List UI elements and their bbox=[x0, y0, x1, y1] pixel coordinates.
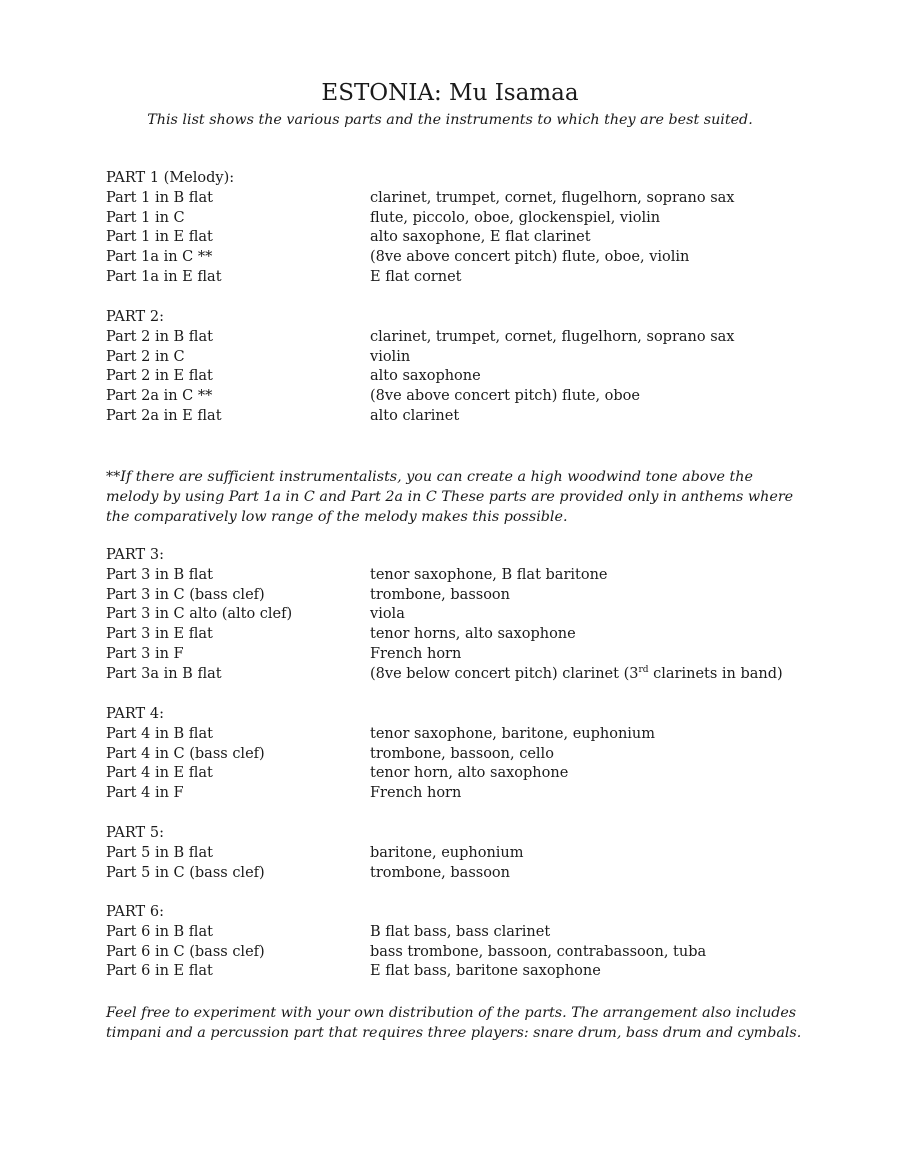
part-name: Part 1a in E flat bbox=[106, 268, 222, 285]
part6-heading: PART 6: bbox=[106, 904, 164, 920]
part-row bbox=[106, 962, 806, 982]
part-name: Part 2 in E flat bbox=[106, 368, 213, 385]
document-subtitle: This list shows the various parts and the instruments to which they are best suited. bbox=[147, 112, 753, 128]
document-title: ESTONIA: Mu Isamaa bbox=[321, 80, 579, 106]
part-instruments: clarinet, trumpet, cornet, flugelhorn, soprano sax bbox=[370, 189, 735, 206]
part-instruments: trombone, bassoon bbox=[370, 586, 510, 603]
part-row bbox=[106, 586, 806, 606]
part-row bbox=[106, 348, 806, 368]
part-row bbox=[106, 189, 806, 209]
part-row bbox=[106, 625, 806, 645]
part-name: Part 3 in B flat bbox=[106, 566, 213, 583]
part-name: Part 3 in E flat bbox=[106, 626, 213, 643]
part-name: Part 4 in C (bass clef) bbox=[106, 745, 265, 762]
part-row bbox=[106, 943, 806, 963]
part-instruments: violin bbox=[370, 348, 411, 365]
part-name: Part 1 in B flat bbox=[106, 189, 213, 206]
part-name: Part 5 in B flat bbox=[106, 844, 213, 861]
part-name: Part 4 in F bbox=[106, 785, 184, 802]
part3-heading: PART 3: bbox=[106, 547, 164, 563]
part-name: Part 2a in E flat bbox=[106, 407, 222, 424]
part3-section bbox=[106, 546, 806, 685]
part-name: Part 1 in C bbox=[106, 209, 185, 226]
part-row bbox=[106, 566, 806, 586]
part-instruments: (8ve above concert pitch) flute, oboe, violin bbox=[370, 249, 690, 266]
part-instruments: trombone, bassoon bbox=[370, 864, 510, 881]
part-instruments: tenor saxophone, baritone, euphonium bbox=[370, 725, 656, 742]
part-row bbox=[106, 745, 806, 765]
part-row bbox=[106, 764, 806, 784]
part-instruments: viola bbox=[370, 606, 405, 623]
part-name: Part 3a in B flat bbox=[106, 665, 222, 682]
part-instruments: B flat bass, bass clarinet bbox=[370, 923, 551, 940]
part-name: Part 6 in C (bass clef) bbox=[106, 943, 265, 960]
instruments-text: (8ve below concert pitch) clarinet (3 bbox=[370, 665, 639, 682]
part-row bbox=[106, 268, 806, 288]
part4-heading: PART 4: bbox=[106, 706, 164, 722]
part-instruments: baritone, euphonium bbox=[370, 844, 524, 861]
part-row bbox=[106, 645, 806, 665]
part-instruments: bass trombone, bassoon, contrabassoon, tuba bbox=[370, 943, 707, 960]
part-name: Part 2 in B flat bbox=[106, 328, 213, 345]
part-name: Part 5 in C (bass clef) bbox=[106, 864, 265, 881]
part-name: Part 3 in C alto (alto clef) bbox=[106, 606, 293, 623]
part-instruments: French horn bbox=[370, 645, 462, 662]
part-instruments: flute, piccolo, oboe, glockenspiel, violin bbox=[370, 209, 661, 226]
closing-note: Feel free to experiment with your own distribution of the parts. The arrangement also includes timpani and a percussion part that requires three players: snare drum, bass drum and cymbals. bbox=[106, 1005, 802, 1041]
part-row bbox=[106, 228, 806, 248]
part1-heading: PART 1 (Melody): bbox=[106, 170, 235, 186]
part-name: Part 2a in C ** bbox=[106, 388, 213, 405]
part-row bbox=[106, 387, 806, 407]
woodwind-footnote: **If there are sufficient instrumentalists, you can create a high woodwind tone above the melody by using Part 1a in C and Part 2a in C These parts are provided only in anthems where the comparatively low range of the melody makes this possible. bbox=[106, 469, 794, 525]
part-instruments bbox=[370, 665, 783, 685]
part-instruments: tenor horn, alto saxophone bbox=[370, 765, 569, 782]
ordinal-suffix: rd bbox=[638, 664, 649, 675]
part-instruments: tenor saxophone, B flat baritone bbox=[370, 566, 608, 583]
part-row bbox=[106, 209, 806, 229]
part-row bbox=[106, 605, 806, 625]
part5-heading: PART 5: bbox=[106, 825, 164, 841]
part-instruments: E flat bass, baritone saxophone bbox=[370, 963, 601, 980]
part-row bbox=[106, 407, 806, 427]
part-instruments: tenor horns, alto saxophone bbox=[370, 626, 576, 643]
part-instruments: (8ve above concert pitch) flute, oboe bbox=[370, 388, 640, 405]
part-row bbox=[106, 844, 806, 864]
part-instruments: trombone, bassoon, cello bbox=[370, 745, 554, 762]
part-name: Part 3 in C (bass clef) bbox=[106, 586, 265, 603]
part-instruments: clarinet, trumpet, cornet, flugelhorn, soprano sax bbox=[370, 328, 735, 345]
part1-section bbox=[106, 169, 806, 288]
part2-section bbox=[106, 308, 806, 427]
part-name: Part 2 in C bbox=[106, 348, 185, 365]
part-row bbox=[106, 923, 806, 943]
part2-heading: PART 2: bbox=[106, 309, 164, 325]
part-instruments: E flat cornet bbox=[370, 268, 462, 285]
part-name: Part 4 in E flat bbox=[106, 765, 213, 782]
instruments-text: clarinets in band) bbox=[648, 665, 783, 682]
part-instruments: French horn bbox=[370, 785, 462, 802]
part-name: Part 4 in B flat bbox=[106, 725, 213, 742]
part-row bbox=[106, 328, 806, 348]
part-name: Part 3 in F bbox=[106, 645, 184, 662]
part-row bbox=[106, 864, 806, 884]
part-name: Part 1 in E flat bbox=[106, 229, 213, 246]
part-row bbox=[106, 367, 806, 387]
part6-section bbox=[106, 903, 806, 982]
part-row bbox=[106, 665, 806, 685]
part-name: Part 6 in B flat bbox=[106, 923, 213, 940]
part-row bbox=[106, 248, 806, 268]
part5-section bbox=[106, 824, 806, 883]
part-row bbox=[106, 725, 806, 745]
part-name: Part 1a in C ** bbox=[106, 249, 213, 266]
part-instruments: alto clarinet bbox=[370, 407, 460, 424]
part-row bbox=[106, 784, 806, 804]
part-name: Part 6 in E flat bbox=[106, 963, 213, 980]
part4-section bbox=[106, 705, 806, 804]
part-instruments: alto saxophone bbox=[370, 368, 481, 385]
part-instruments: alto saxophone, E flat clarinet bbox=[370, 229, 591, 246]
